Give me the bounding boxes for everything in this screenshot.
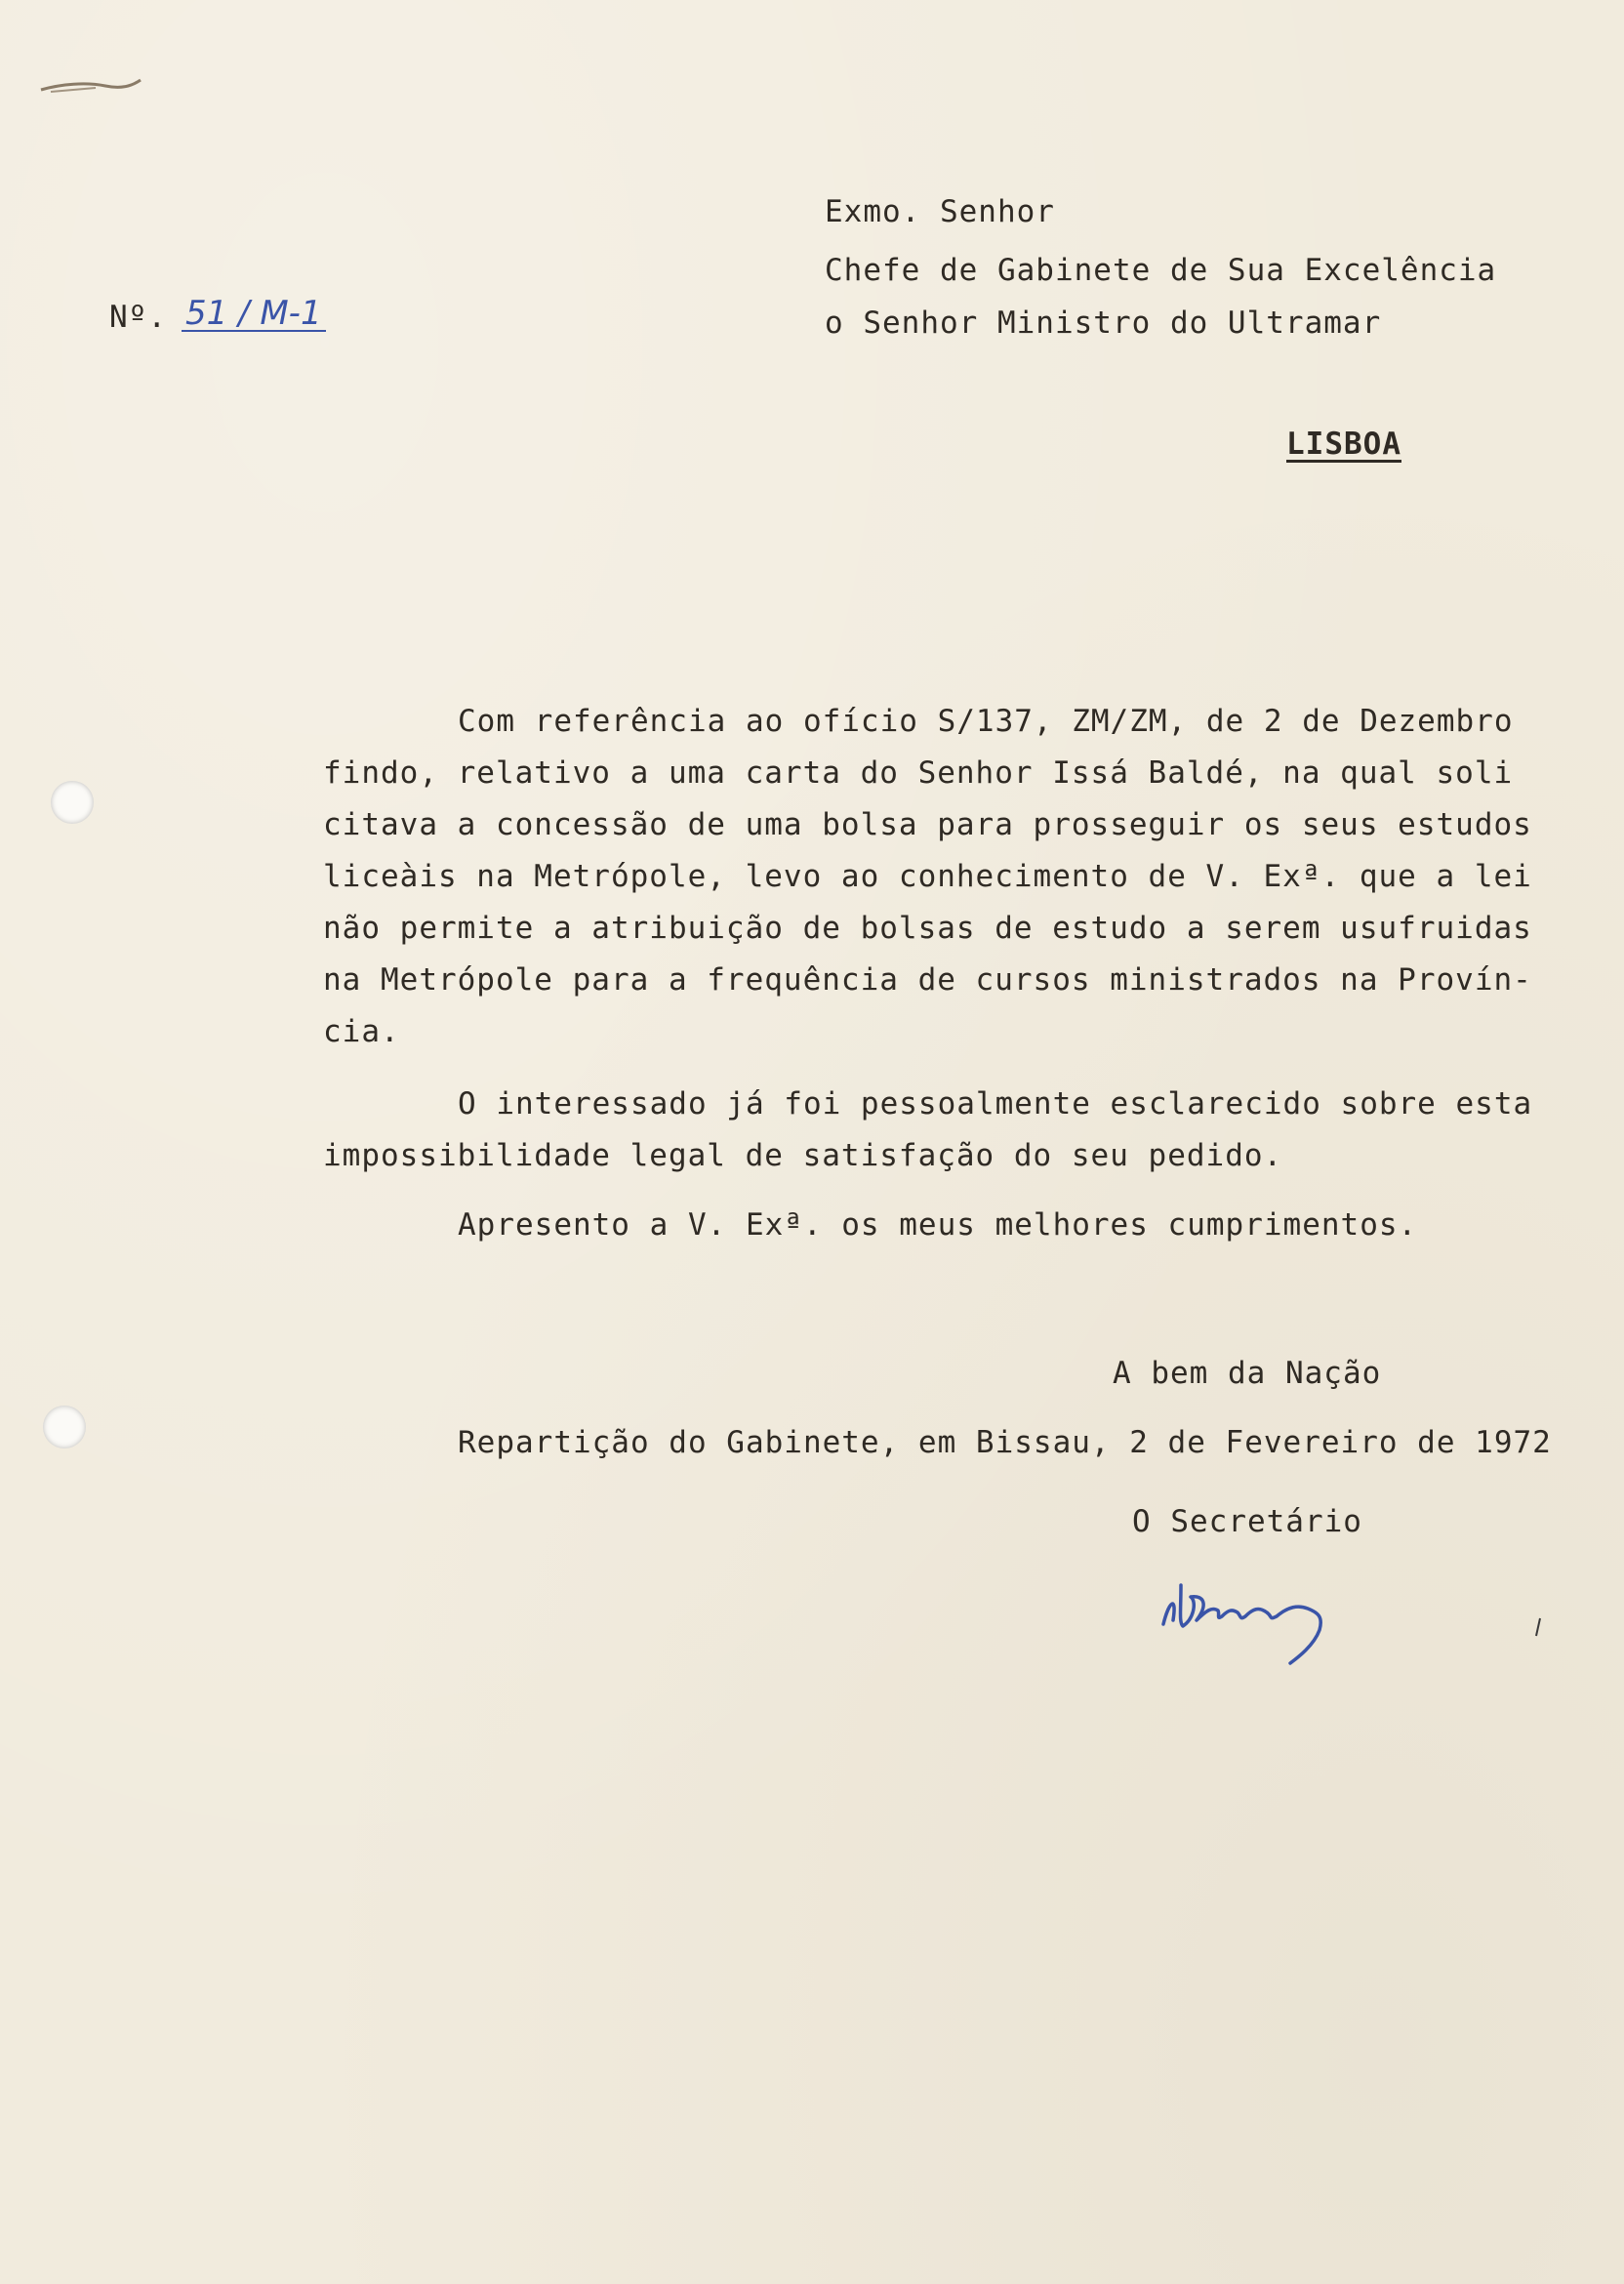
stray-pen-mark <box>1532 1616 1544 1640</box>
closing-title: O Secretário <box>1132 1504 1362 1539</box>
body-p2-line-1: O interessado já foi pessoalmente esclarecido sobre esta <box>458 1086 1533 1122</box>
body-p1-line-1: Com referência ao ofício S/137, ZM/ZM, de 2 de Dezembro <box>458 704 1514 739</box>
addressee-line1: Chefe de Gabinete de Sua Excelência <box>825 253 1497 288</box>
body-p1-line-2: findo, relativo a uma carta do Senhor Issá Baldé, na qual soli <box>323 755 1514 791</box>
body-p1-line-4: liceàis na Metrópole, levo ao conhecimento de V. Exª. que a lei <box>323 859 1532 894</box>
staple-mark <box>37 72 144 102</box>
punch-hole-lower <box>43 1406 86 1448</box>
addressee-salutation: Exmo. Senhor <box>825 194 1055 229</box>
reference-handwritten: 51 / M-1 <box>182 297 326 332</box>
closing-motto: A bem da Nação <box>1113 1356 1382 1391</box>
body-p1-line-5: não permite a atribuição de bolsas de estudo a serem usufruidas <box>323 911 1532 946</box>
punch-hole-upper <box>51 781 94 824</box>
closing-place-date: Repartição do Gabinete, em Bissau, 2 de Fevereiro de 1972 <box>458 1425 1552 1460</box>
body-p1-line-6: na Metrópole para a frequência de cursos ministrados na Provín- <box>323 962 1532 998</box>
body-p1-line-7: cia. <box>323 1014 400 1049</box>
reference-prefix: Nº. <box>109 300 167 335</box>
body-p2-line-2: impossibilidade legal de satisfação do seu pedido. <box>323 1138 1283 1173</box>
signature <box>1152 1562 1386 1669</box>
body-p1-line-3: citava a concessão de uma bolsa para prosseguir os seus estudos <box>323 807 1532 842</box>
addressee-city: LISBOA <box>1286 427 1401 462</box>
body-p3: Apresento a V. Exª. os meus melhores cumprimentos. <box>458 1207 1418 1243</box>
addressee-line2: o Senhor Ministro do Ultramar <box>825 306 1382 341</box>
